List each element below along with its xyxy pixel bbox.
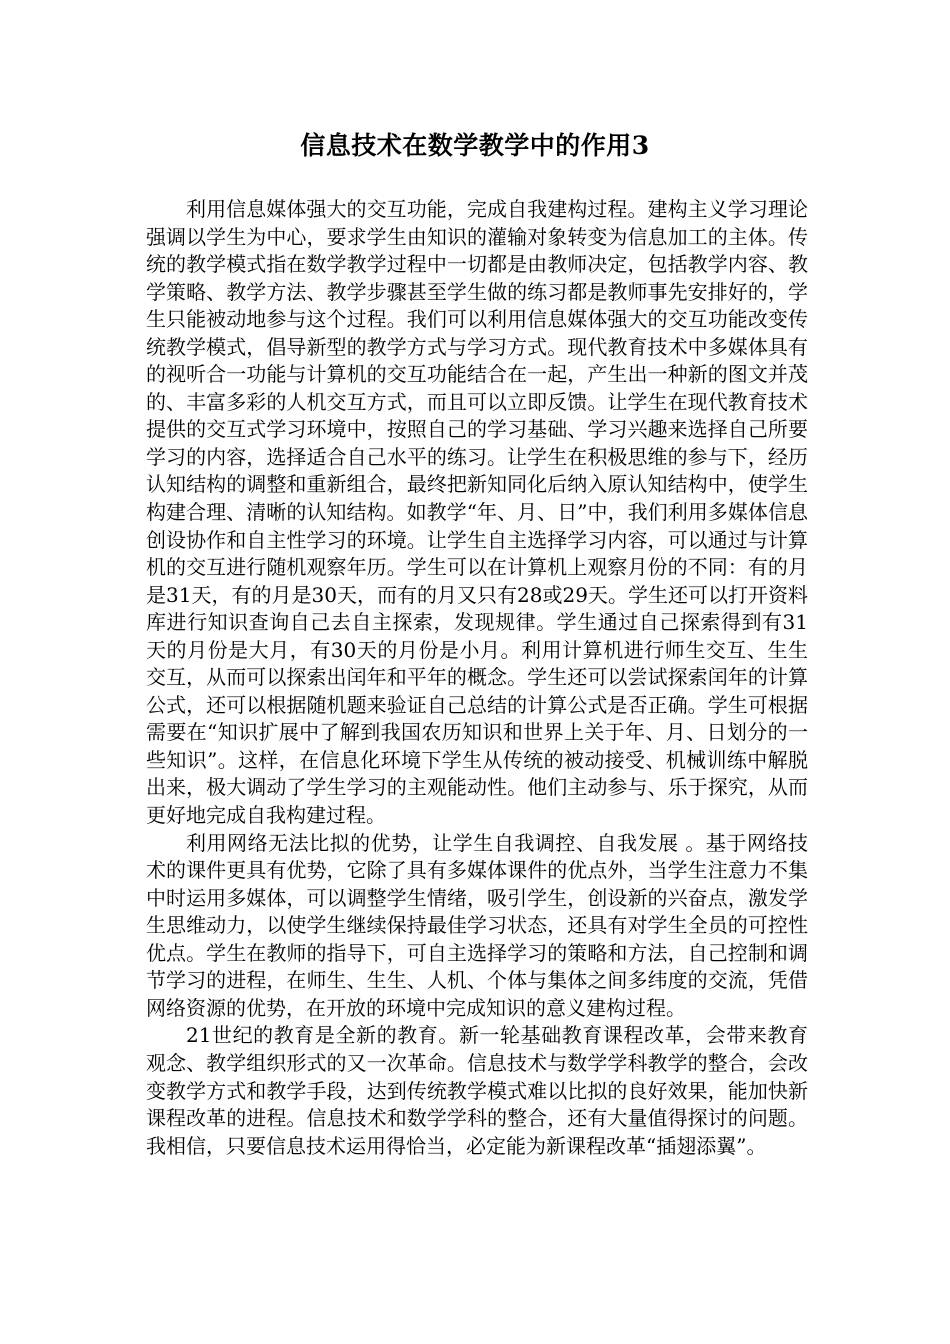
paragraph-interactive-construction: 利用信息媒体强大的交互功能，完成自我建构过程。建构主义学习理论强调以学生为中心，要求学生由知识的灌输对象转变为信息加工的主体。传统的教学模式指在数学教学过程中一切都是由教师决定，包括教学内容、教学策略、教学方法、教学步骤甚至学生做的练习都是教师事先安排好的，学生只能被动地参与这个过程。我们可以利用信息媒体强大的交互功能改变传统教学模式，倡导新型的教学方式与学习方式。现代教育技术中多媒体具有的视听合一功能与计算机的交互功能结合在一起，产生出一种新的图文并茂的、丰富多彩的人机交互方式，而且可以立即反馈。让学生在现代教育技术提供的交互式学习环境中，按照自己的学习基础、学习兴趣来选择自己所要学习的内容，选择适合自己水平的练习。让学生在积极思维的参与下，经历认知结构的调整和重新组合，最终把新知同化后纳入原认知结构中，使学生构建合理、清晰的认知结构。如教学“年、月、日”中，我们利用多媒体信息创设协作和自主性学习的环境。让学生自主选择学习内容，可以通过与计算机的交互进行随机观察年历。学生可以在计算机上观察月份的不同：有的月是31天，有的月是30天，而有的月又只有28或29天。学生还可以打开资料库进行知识查询自己去自主探索，发现规律。学生通过自己探索得到有31天的月份是大月，有30天的月份是小月。利用计算机进行师生交互、生生交互，从而可以探索出闰年和平年的概念。学生还可以尝试探索闰年的计算公式，还可以根据随机题来验证自己总结的计算公式是否正确。学生可根据需要在“知识扩展中了解到我国农历知识和世界上关于年、月、日划分的一些知识”。这样，在信息化环境下学生从传统的被动接受、机械训练中解脱出来，极大调动了学生学习的主观能动性。他们主动参与、乐于探究，从而更好地完成自我构建过程。	[146, 197, 808, 828]
document-title: 信息技术在数学教学中的作用3	[300, 131, 650, 160]
paragraph-network-advantage: 利用网络无法比拟的优势，让学生自我调控、自我发展 。基于网络技术的课件更具有优势，它除了具有多媒体课件的优点外，当学生注意力不集中时运用多媒体，可以调整学生情绪，吸引学生，创设新的兴奋点，激发学生思维动力，以使学生继续保持最佳学习状态，还具有对学生全员的可控性优点。学生在教师的指导下，可自主选择学习的策略和方法，自己控制和调节学习的进程，在师生、生生、人机、个体与集体之间多纬度的交流，凭借网络资源的优势，在开放的环境中完成知识的意义建构过程。	[146, 830, 808, 1020]
paragraph-curriculum-reform: 21世纪的教育是全新的教育。新一轮基础教育课程改革，会带来教育观念、教学组织形式的又一次革命。信息技术与数学学科教学的整合，会改变教学方式和教学手段，达到传统教学模式难以比拟的良好效果，能加快新课程改革的进程。信息技术和数学学科的整合，还有大量值得探讨的问题。我相信，只要信息技术运用得恰当，必定能为新课程改革“插翅添翼”。	[146, 1023, 808, 1158]
document-body	[146, 196, 808, 1160]
